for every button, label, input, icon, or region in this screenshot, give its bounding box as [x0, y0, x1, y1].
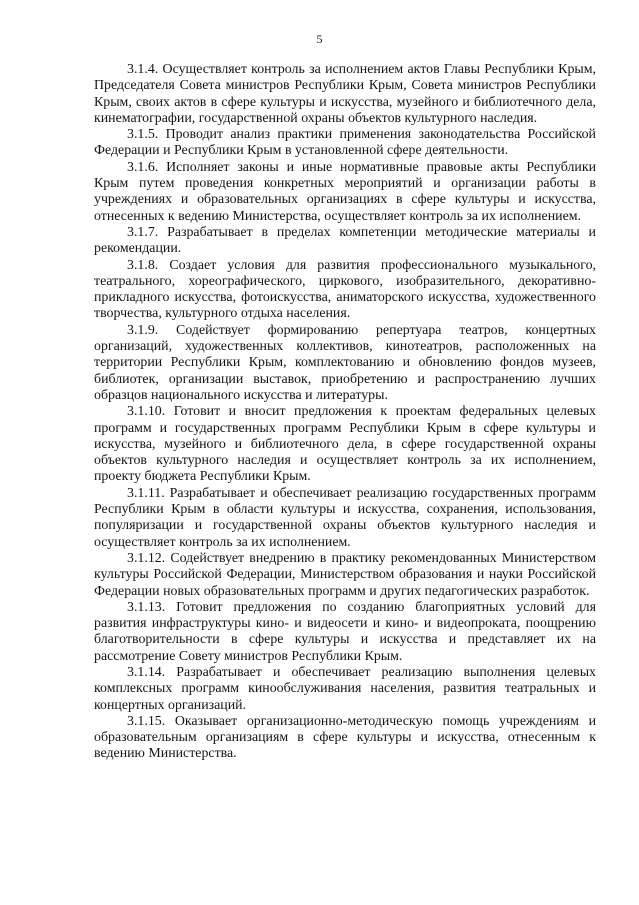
document-body [94, 62, 596, 763]
paragraph-3-1-5: 3.1.5. Проводит анализ практики применения законодательства Российской Федерации и Республики Крым в установленной сфере деятельности. [94, 127, 596, 159]
paragraph-3-1-6: 3.1.6. Исполняет законы и иные нормативные правовые акты Республики Крым путем проведения конкретных мероприятий и организации работы в учреждениях и образовательных организациях в сфере культуры и искусства, отнесенных к ведению Министерства, осуществляет контроль за их исполнением. [94, 159, 596, 224]
paragraph-3-1-15: 3.1.15. Оказывает организационно-методическую помощь учреждениям и образовательным организациям в сфере культуры и искусства, отнесенным к ведению Министерства. [94, 713, 596, 762]
page-number: 5 [316, 32, 323, 46]
paragraph-3-1-12: 3.1.12. Содействует внедрению в практику рекомендованных Министерством культуры Российской Федерации, Министерством образования и науки Российской Федерации новых образовательных программ и других педагогических разработок. [94, 550, 596, 599]
paragraph-3-1-13: 3.1.13. Готовит предложения по созданию благоприятных условий для развития инфраструктуры кино- и видеосети и кино- и видеопроката, поощрению благотворительности в сфере культуры и искусства и представляет их на рассмотрение Совету министров Республики Крым. [94, 599, 596, 664]
paragraph-3-1-14: 3.1.14. Разрабатывает и обеспечивает реализацию выполнения целевых комплексных программ кинообслуживания населения, развития театральных и концертных организаций. [94, 664, 596, 713]
paragraph-3-1-11: 3.1.11. Разрабатывает и обеспечивает реализацию государственных программ Республики Крым в области культуры и искусства, сохранения, использования, популяризации и государственной охраны объектов культурного наследия и осуществляет контроль за их исполнением. [94, 485, 596, 550]
paragraph-3-1-7: 3.1.7. Разрабатывает в пределах компетенции методические материалы и рекомендации. [94, 224, 596, 257]
paragraph-3-1-9: 3.1.9. Содействует формированию репертуара театров, концертных организаций, художественных коллективов, кинотеатров, расположенных на территории Республики Крым, комплектованию и обновлению фондов музеев, библиотек, организации выставок, приобретению и распространению лучших образцов национального искусства и литературы. [94, 322, 596, 403]
paragraph-3-1-4: 3.1.4. Осуществляет контроль за исполнением актов Главы Республики Крым, Председателя Совета министров Республики Крым, Совета министров Республики Крым, своих актов в сфере культуры и искусства, музейного и библиотечного дела, кинематографии, государственной охраны объектов культурного наследия. [94, 62, 596, 126]
paragraph-3-1-8: 3.1.8. Создает условия для развития профессионального музыкального, театрального, хореографического, циркового, изобразительного, декоративно-прикладного искусства, фотоискусства, аниматорского искусства, художественного творчества, культурного отдыха населения. [94, 257, 596, 322]
paragraph-3-1-10: 3.1.10. Готовит и вносит предложения к проектам федеральных целевых программ и государственных программ Республики Крым в сфере культуры и искусства, музейного и библиотечного дела, в сфере государственной охраны объектов культурного наследия и осуществляет контроль за их исполнением, проекту бюджета Республики Крым. [94, 404, 596, 485]
